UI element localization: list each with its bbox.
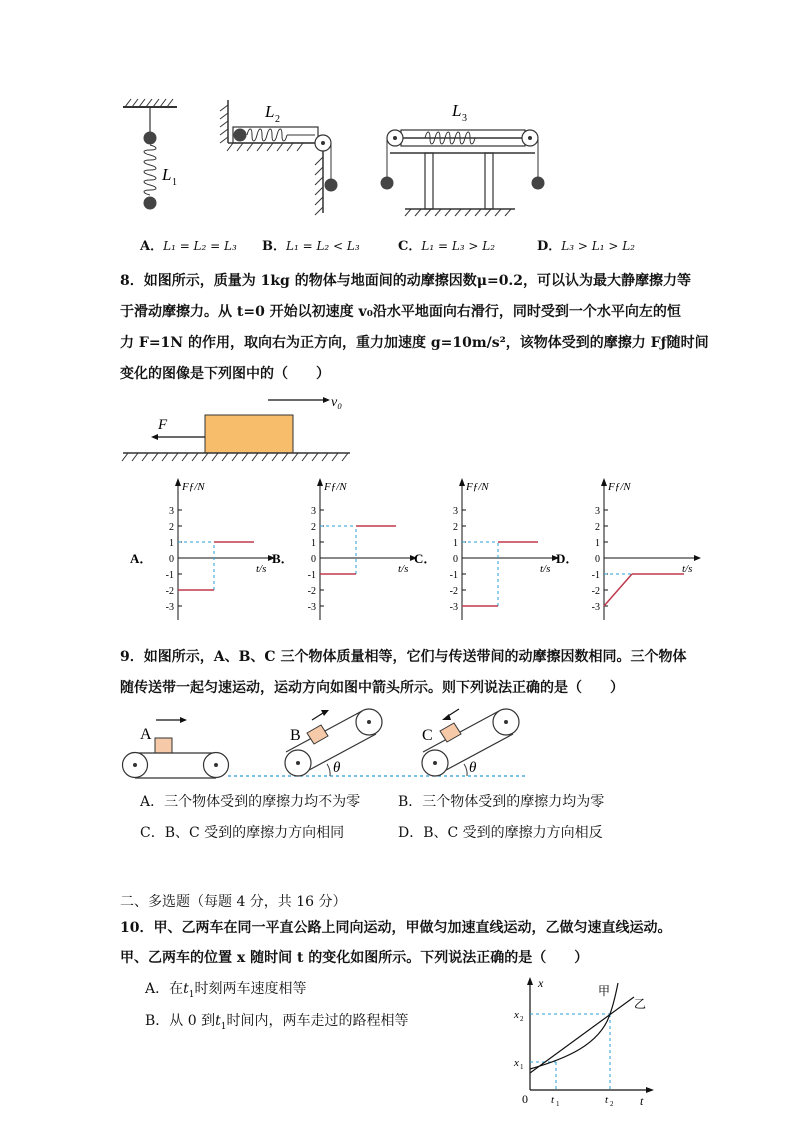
q9-stem-line-1: 9．如图所示，A、B、C 三个物体质量相等，它们与传送带间的动摩擦因数相同。三个物体: [120, 649, 687, 665]
svg-text:2: 2: [275, 114, 280, 125]
q9-belt-a: [123, 717, 229, 778]
q8-graph-letter: D．: [556, 551, 579, 566]
q8-graph-tick-label: -1: [449, 570, 458, 581]
svg-text:t: t: [551, 1094, 555, 1106]
svg-text:3: 3: [462, 113, 467, 124]
q8-graph-y-label: Fƒ/N: [608, 481, 631, 493]
q10-option-a: A．在$t_1$时刻两车速度相等: [145, 981, 307, 1000]
q7-figure-3: [381, 101, 545, 216]
q8-graph-letter: A．: [130, 551, 153, 566]
q9-label-c: C: [422, 727, 433, 744]
q9-label-a: A: [140, 726, 152, 743]
q8-graph-tick-label: -2: [165, 586, 174, 597]
q10-line-yi: [530, 997, 634, 1073]
q9-option-b: B．三个物体受到的摩擦力均为零: [398, 794, 605, 810]
q9-option-d: D．B、C 受到的摩擦力方向相反: [398, 825, 603, 841]
svg-text:x: x: [514, 1009, 519, 1021]
q8-graph-tick-label: -2: [591, 586, 600, 597]
q8-graph-y-label: Fƒ/N: [324, 481, 347, 493]
q10-stem-line-1: 10．甲、乙两车在同一平直公路上同向运动，甲做匀加速直线运动，乙做匀速直线运动。: [120, 920, 672, 936]
q8-graph-tick-label: 3: [169, 506, 174, 517]
q9-theta-c: θ: [469, 760, 477, 776]
q10-origin: 0: [522, 1092, 528, 1106]
q8-graph-y-label: Fƒ/N: [182, 481, 205, 493]
q8-graph-tick-label: 1: [453, 538, 458, 549]
q9-option-a: A．三个物体受到的摩擦力均不为零: [140, 794, 361, 810]
q9-theta-b: θ: [333, 760, 341, 776]
q8-stem-line-4: 变化的图像是下列图中的（ ）: [120, 366, 330, 382]
q7-option-b: B．L₁ = L₂ < L₃: [262, 239, 360, 254]
q8-stem-line-1: 8．如图所示，质量为 1kg 的物体与地面间的动摩擦因数μ=0.2，可以认为最大静摩擦力等: [120, 273, 692, 289]
q7-option-d: D．L₃ > L₁ > L₂: [537, 239, 635, 254]
q8-graph-tick-label: 1: [311, 538, 316, 549]
q8-graph-tick-label: -1: [307, 570, 316, 581]
q8-graph-letter: B．: [272, 551, 294, 566]
q8-graph-tick-label: -3: [449, 602, 458, 613]
q8-graph-tick-label: -2: [449, 586, 458, 597]
q8-graph-options: [130, 474, 693, 630]
q7-label-l2: L: [265, 102, 275, 121]
q8-graph-series: [604, 574, 632, 606]
q10-y-label: x: [538, 976, 544, 990]
q10-option-b: B．从 0 到$t_1$时间内，两车走过的路程相等: [145, 1013, 409, 1032]
q8-force-label: F: [158, 417, 168, 433]
q10-label-jia: 甲: [598, 984, 611, 998]
q8-stem-line-3: 力 F=1N 的作用，取向右为正方向，重力加速度 g=10m/s²，该物体受到的摩擦力 Fƒ随时间: [120, 335, 709, 351]
q8-graph-tick-label: -1: [165, 570, 174, 581]
q8-graph-tick-label: 1: [169, 538, 174, 549]
q7-label-l3: L: [452, 101, 462, 120]
q7-figure-2: [220, 100, 338, 215]
svg-text:x: x: [514, 1057, 519, 1069]
q8-block-figure: [118, 388, 358, 466]
q8-graph-tick-label: 2: [595, 522, 600, 533]
q10-label-yi: 乙: [634, 997, 647, 1011]
q9-stem-line-2: 随传送带一起匀速运动，运动方向如图中箭头所示。则下列说法正确的是（ ）: [120, 680, 624, 696]
q8-graph-tick-label: -2: [307, 586, 316, 597]
q8-graph-tick-label: 3: [595, 506, 600, 517]
q8-block: [205, 415, 293, 453]
q10-position-time-graph: [510, 975, 660, 1110]
q9-belt-b: [285, 709, 382, 776]
q8-velocity-label: v₀: [331, 395, 343, 410]
q9-belt-c: [422, 709, 519, 776]
q8-graph-x-arrow: [694, 555, 701, 561]
q7-option-a: A．L₁ = L₂ = L₃: [140, 239, 237, 254]
q8-graph-y-arrow: [317, 478, 323, 486]
q8-graph-tick-label: 0: [453, 554, 458, 565]
q8-graph-x-label: t/s: [682, 563, 693, 575]
q8-stem-line-2: 于滑动摩擦力。从 t=0 开始以初速度 v₀沿水平地面向右滑行，同时受到一个水平向左的恒: [120, 304, 681, 320]
q10-x-label: t: [640, 1094, 644, 1108]
q8-graph-tick-label: 0: [169, 554, 174, 565]
q9-label-b: B: [290, 727, 301, 744]
q8-graph-y-arrow: [459, 478, 465, 486]
q8-graph-tick-label: -3: [591, 602, 600, 613]
q8-graph-tick-label: -3: [307, 602, 316, 613]
q8-graph-x-label: t/s: [256, 563, 267, 575]
section-2-title: 二、多选题（每题 4 分，共 16 分）: [120, 894, 347, 910]
q8-graph-tick-label: 3: [311, 506, 316, 517]
q7-label-l1: L: [162, 165, 172, 184]
q8-graph-y-arrow: [175, 478, 181, 486]
q8-graph-tick-label: 1: [595, 538, 600, 549]
q8-graph-y-arrow: [601, 478, 607, 486]
q8-graph-letter: C．: [414, 551, 437, 566]
q8-graph-x-label: t/s: [540, 563, 551, 575]
q8-graph-tick-label: -3: [165, 602, 174, 613]
q8-graph-tick-label: 0: [311, 554, 316, 565]
q8-graph-tick-label: 0: [595, 554, 600, 565]
q10-stem-line-2: 甲、乙两车的位置 x 随时间 t 的变化如图所示。下列说法正确的是（ ）: [120, 950, 589, 966]
q8-graph-tick-label: 2: [169, 522, 174, 533]
q8-graph-x-label: t/s: [398, 563, 409, 575]
q7-spring-figures: [115, 95, 555, 220]
q8-graph-tick-label: -1: [591, 570, 600, 581]
svg-text:2: 2: [520, 1015, 524, 1023]
q7-option-c: C．L₁ = L₃ > L₂: [398, 239, 496, 254]
svg-text:1: 1: [172, 177, 177, 188]
q8-graph-tick-label: 2: [311, 522, 316, 533]
q9-option-c: C．B、C 受到的摩擦力方向相同: [140, 825, 345, 841]
q8-graph-y-label: Fƒ/N: [466, 481, 489, 493]
q8-graph-tick-label: 2: [453, 522, 458, 533]
q9-conveyor-figure: [118, 702, 538, 784]
svg-text:1: 1: [520, 1063, 524, 1071]
q7-figure-1: [123, 99, 177, 210]
svg-text:t: t: [605, 1094, 609, 1106]
svg-text:2: 2: [610, 1100, 614, 1108]
svg-text:1: 1: [556, 1100, 560, 1108]
q8-graph-tick-label: 3: [453, 506, 458, 517]
